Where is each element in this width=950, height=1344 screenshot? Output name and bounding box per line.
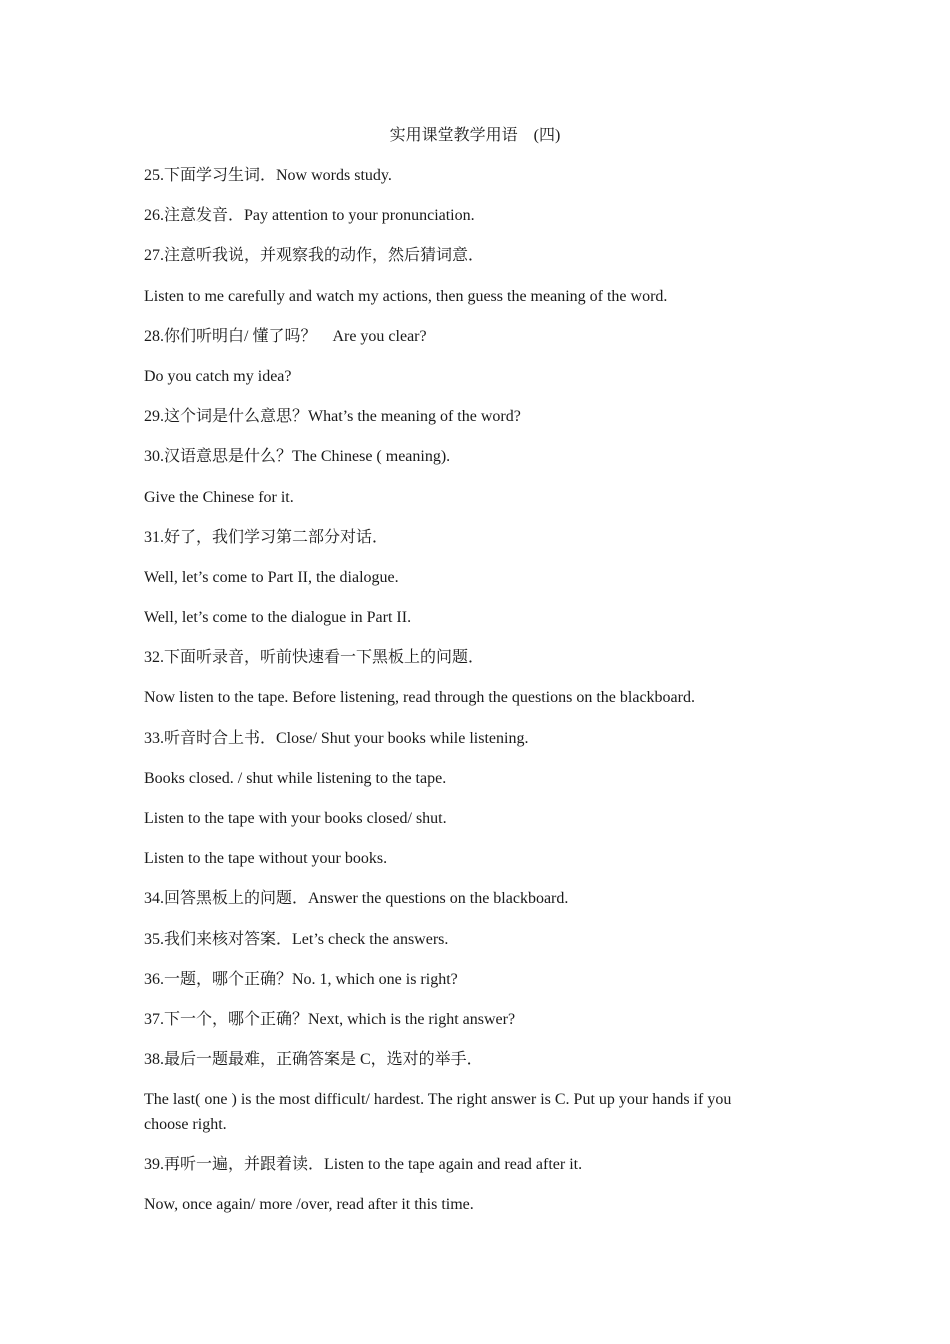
phrase-list bbox=[144, 164, 774, 1233]
phrase-line: Do you catch my idea? bbox=[144, 367, 292, 385]
phrase-line: Listen to me carefully and watch my actions, then guess the meaning of the word. bbox=[144, 287, 668, 305]
phrase-line: Listen to the tape with your books closed/ shut. bbox=[144, 810, 447, 827]
phrase-line: 39.再听一遍，并跟着读．Listen to the tape again and read after it. bbox=[144, 1155, 583, 1173]
phrase-line: Well, let’s come to the dialogue in Part II. bbox=[144, 609, 412, 627]
phrase-line: 28.你们听明白/ 懂了吗？ Are you clear? bbox=[144, 327, 427, 345]
phrase-line: 29.这个词是什么意思？What’s the meaning of the word? bbox=[144, 408, 521, 426]
phrase-line: 25.下面学习生词．Now words study. bbox=[144, 167, 392, 184]
phrase-line: Listen to the tape without your books. bbox=[144, 850, 388, 868]
phrase-line: 35.我们来核对答案．Let’s check the answers. bbox=[144, 930, 449, 948]
phrase-line: 31.好了，我们学习第二部分对话． bbox=[144, 528, 389, 546]
phrase-line: Now, once again/ more /over, read after it this time. bbox=[144, 1195, 474, 1213]
phrase-line: Well, let’s come to Part II, the dialogue. bbox=[144, 568, 399, 586]
phrase-line: 37.下一个，哪个正确？Next, which is the right answer? bbox=[144, 1010, 516, 1028]
phrase-line: The last( one ) is the most difficult/ hardest. The right answer is C. Put up your hands if you choose right. bbox=[144, 1091, 736, 1133]
phrase-line: 26.注意发音．Pay attention to your pronunciation. bbox=[144, 207, 475, 225]
phrase-line: 33.听音时合上书．Close/ Shut your books while listening. bbox=[144, 729, 529, 747]
phrase-line: 34.回答黑板上的问题．Answer the questions on the blackboard. bbox=[144, 890, 569, 908]
phrase-line: Books closed. / shut while listening to the tape. bbox=[144, 769, 447, 787]
phrase-line: 32.下面听录音，听前快速看一下黑板上的问题． bbox=[144, 649, 485, 667]
phrase-line: 30.汉语意思是什么？The Chinese ( meaning). bbox=[144, 448, 451, 466]
phrase-line: 36.一题，哪个正确？No. 1, which one is right? bbox=[144, 970, 458, 988]
phrase-line: Now listen to the tape. Before listening, read through the questions on the blackboard. bbox=[144, 689, 695, 707]
document-title: 实用课堂教学用语 (四) bbox=[389, 127, 561, 144]
phrase-line: 27.注意听我说，并观察我的动作，然后猜词意． bbox=[144, 247, 485, 265]
phrase-line: Give the Chinese for it. bbox=[144, 488, 294, 506]
phrase-line: 38.最后一题最难，正确答案是 C，选对的举手． bbox=[144, 1051, 483, 1069]
